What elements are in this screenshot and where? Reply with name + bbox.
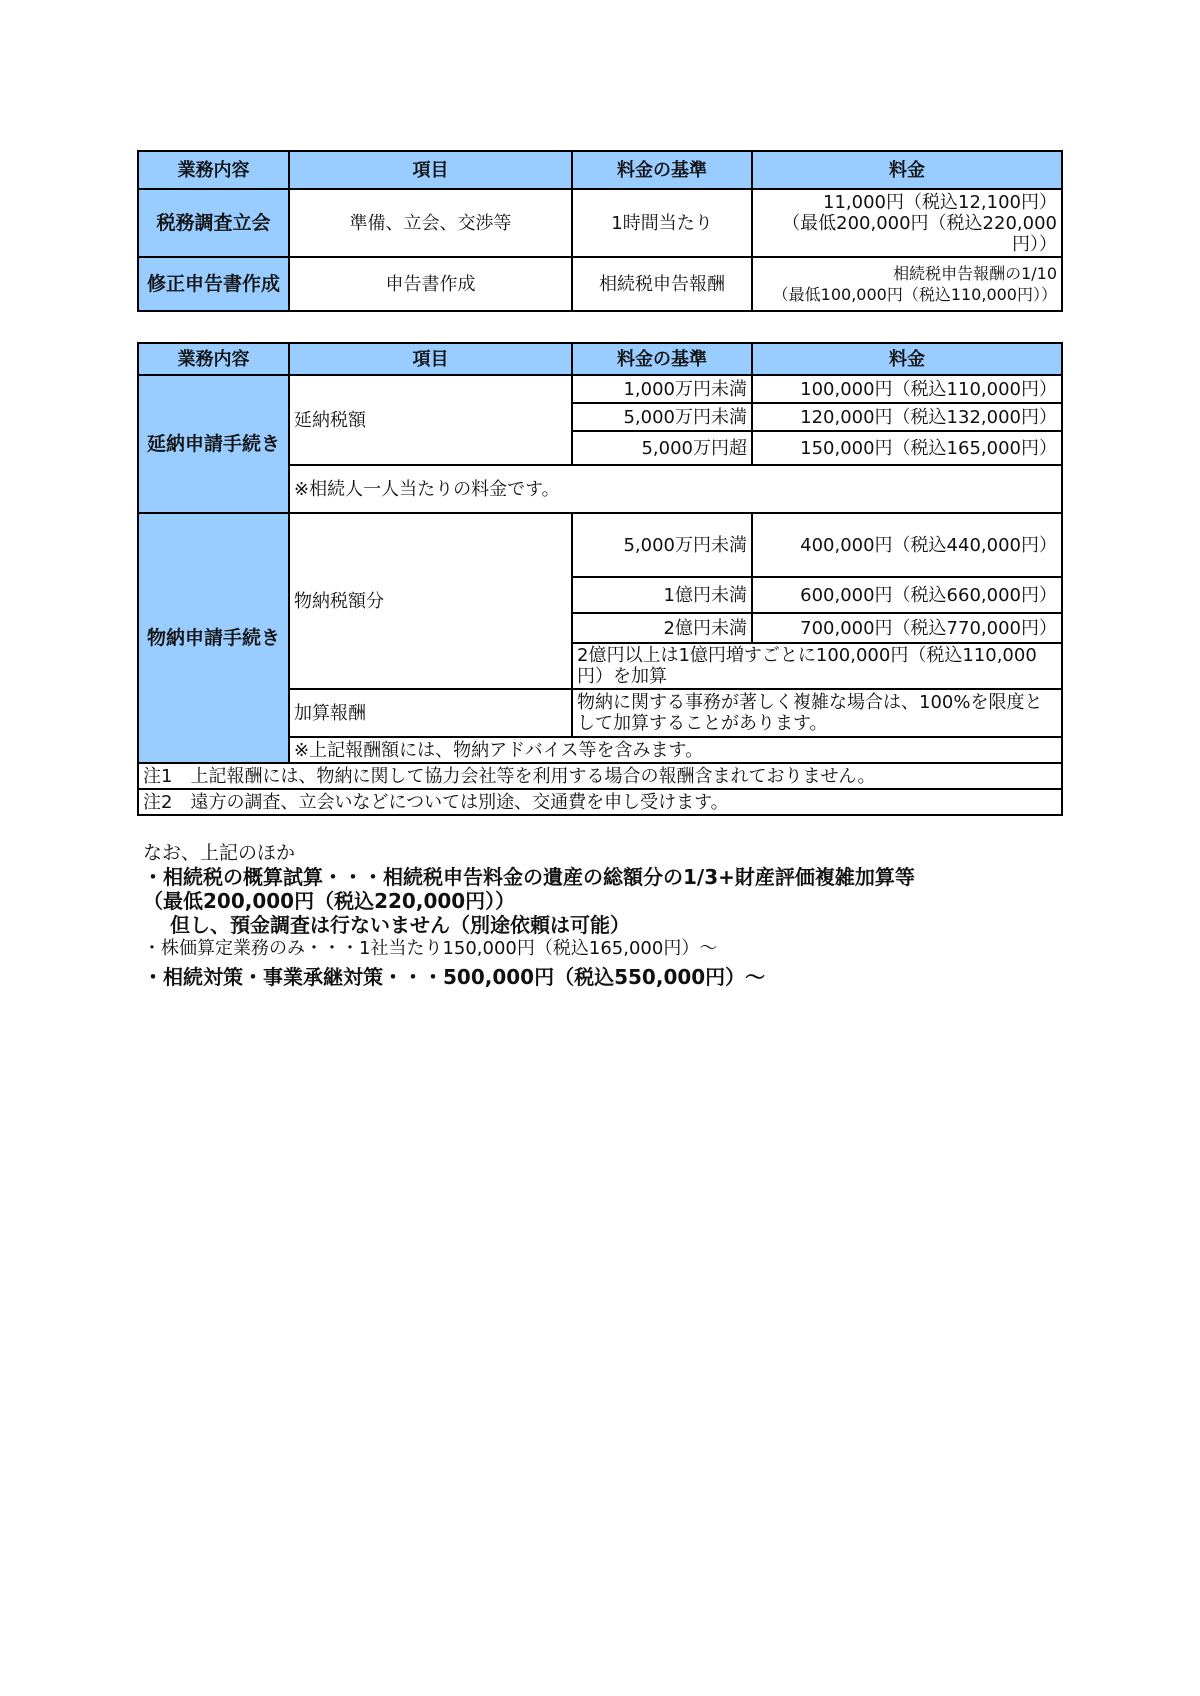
footnote-cell: 注2 遠方の調査、立会いなどについては別途、交通費を申し受けます。: [138, 789, 1062, 815]
item-cell: 加算報酬: [289, 689, 572, 737]
note-cell: ※相続人一人当たりの料金です。: [289, 465, 1062, 513]
basis-cell: 1時間当たり: [572, 189, 752, 257]
header-fee: 料金: [752, 151, 1062, 189]
notes-line: ・株価算定業務のみ・・・1社当たり150,000円（税込165,000円）～: [143, 938, 718, 959]
header-item: 項目: [289, 343, 572, 375]
fee-cell: 400,000円（税込440,000円）: [752, 513, 1062, 577]
fee-cell: 600,000円（税込660,000円）: [752, 577, 1062, 613]
basis-cell: 1,000万円未満: [572, 375, 752, 403]
fee-line: 11,000円（税込12,100円）: [823, 191, 1057, 213]
notes-line: ・相続税の概算試算・・・相続税申告料金の遺産の総額分の1/3+財産評価複雑加算等: [143, 865, 915, 889]
fee-line: 相続税申告報酬の1/10: [893, 264, 1057, 283]
category-cell: 修正申告書作成: [138, 257, 289, 311]
item-cell: 申告書作成: [289, 257, 572, 311]
item-cell: 延納税額: [289, 375, 572, 465]
notes-intro: なお、上記のほか: [143, 842, 296, 864]
fee-table-audit: [137, 150, 1063, 312]
fee-minimum-line: （最低100,000円（税込110,000円））: [772, 285, 1057, 304]
fee-cell: 120,000円（税込132,000円）: [752, 403, 1062, 431]
category-cell: 延納申請手続き: [138, 375, 289, 513]
item-cell: 準備、立会、交渉等: [289, 189, 572, 257]
extra-fee-cell: 2億円以上は1億円増すごとに100,000円（税込110,000円）を加算: [572, 643, 1062, 689]
notes-line: （最低200,000円（税込220,000円））: [143, 889, 516, 913]
fee-minimum-line: （最低200,000円（税込220,000円））: [782, 212, 1057, 255]
notes-line: ・相続対策・事業承継対策・・・500,000円（税込550,000円）～: [143, 965, 766, 989]
basis-cell: 5,000万円超: [572, 431, 752, 465]
fee-cell: 150,000円（税込165,000円）: [752, 431, 1062, 465]
fee-cell: 100,000円（税込110,000円）: [752, 375, 1062, 403]
header-item: 項目: [289, 151, 572, 189]
basis-cell: 5,000万円未満: [572, 513, 752, 577]
basis-cell: 相続税申告報酬: [572, 257, 752, 311]
fee-cell: [752, 257, 1062, 311]
basis-cell: 5,000万円未満: [572, 403, 752, 431]
footnote-cell: 注1 上記報酬には、物納に関して協力会社等を利用する場合の報酬含まれておりません。: [138, 763, 1062, 789]
category-cell: 税務調査立会: [138, 189, 289, 257]
note-cell: ※上記報酬額には、物納アドバイス等を含みます。: [289, 737, 1062, 763]
header-basis: 料金の基準: [572, 151, 752, 189]
fee-cell: 700,000円（税込770,000円）: [752, 613, 1062, 643]
fee-table-installment: [137, 342, 1063, 816]
basis-cell: 2億円未満: [572, 613, 752, 643]
header-category: 業務内容: [138, 151, 289, 189]
header-basis: 料金の基準: [572, 343, 752, 375]
notes-line: 但し、預金調査は行ないません（別途依頼は可能）: [143, 913, 630, 937]
addon-text-cell: 物納に関する事務が著しく複雑な場合は、100%を限度として加算することがあります。: [572, 689, 1062, 737]
item-cell: 物納税額分: [289, 513, 572, 689]
additional-notes: [143, 842, 1043, 989]
header-category: 業務内容: [138, 343, 289, 375]
basis-cell: 1億円未満: [572, 577, 752, 613]
header-fee: 料金: [752, 343, 1062, 375]
category-cell: 物納申請手続き: [138, 513, 289, 763]
fee-cell: [752, 189, 1062, 257]
